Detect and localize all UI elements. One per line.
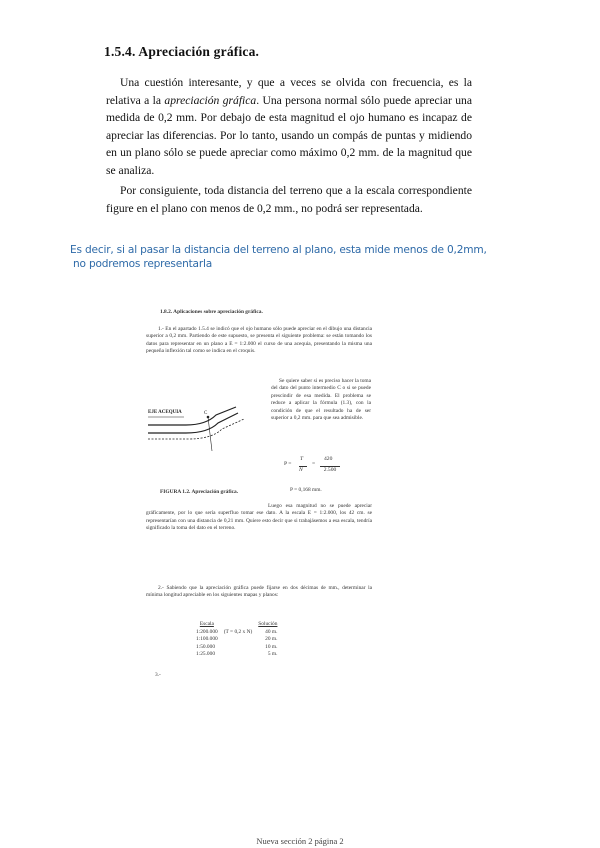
diagram-point-c: C [204,411,208,416]
note-line-1: Es decir, si al pasar la distancia del terreno al plano, esta mide menos de 0,2mm, [70,244,487,256]
table-cell: 10 m. [265,643,278,650]
paragraph-apreciacion: Una cuestión interesante, y que a veces se olvida con frecuencia, es la relativa a la apreciación gráfica. Una persona normal sólo puede apreciar una medida de 0,2 mm. Por debajo de esta magnitud el ojo humano es incapaz de apreciar las diferencias. Por lo tanto, usando un compás de puntas y midiendo en un plano sólo se puede apreciar como máximo 0,2 mm. de la magnitud que se analiza. [106,76,472,177]
figure-caption: FIGURA 1.2. Apreciación gráfica. [160,489,239,495]
note-line-2: no podremos representarla [73,258,213,270]
table-cell: 1:25.000 [196,651,216,658]
point-c-marker [207,416,210,419]
scan-item1-text: 1.- En el apartado 1.5.4 se indicó que el ojo humano sólo puede apreciar en el dibujo una distancia superior a 0,2 mm. Partiendo de este supuesto, se presenta el siguiente problema: se están tomando los datos para representar en un plano a E = 1:2.000 el curso de una acequia, presentando la misma una pequeña inflexión tal como se indica en el croquis. [146,326,372,355]
table-cell: 1:200.000 [196,629,218,635]
table-cell: 40 m. [265,629,278,635]
formula-numerator: 420 [324,456,333,462]
table-cell: (T = 0,2 x N) [223,629,253,635]
handwritten-note [70,243,490,271]
table-row [196,651,283,658]
table-cell: 1:100.000 [196,636,218,643]
table-header: Solución [258,621,278,627]
paragraph-consecuencia: Por consiguiente, toda distancia del terreno que a la escala correspondiente figure en el plano con menos de 0,2 mm., no podrá ser representada. [106,184,472,215]
section-heading: 1.5.4. Apreciación gráfica. [104,44,260,59]
offset-line [208,417,212,451]
scan-right-text: Se quiere saber si es preciso hacer la toma del dato del punto intermedio C o si se puede prescindir de esa medida. El problema se reduce a aplicar la fórmula (1.3), con la condición de que el resultado ha de ser superior a 0,2 mm. para que sea admisible. [271,378,371,422]
formula-result: P = 0,168 mm. [290,487,322,493]
table-cell [224,651,259,658]
table-row [196,629,283,636]
table-row [196,644,283,651]
scan-end-mark: 3.- [155,672,161,678]
formula-p: P = [284,461,292,467]
formula-t: T [300,456,304,462]
table-header-row [196,621,283,629]
scan-conclusion: Luego esa magnitud no se puede apreciar gráficamente, por lo que sería superfluo tomar ese dato. A la escala E = 1:2.000, los 42 cm. se representarían con una distancia de 0,21 mm. Quiere esto decir que si trabajásemos a esa escala, tendría significado la toma del dato en el terreno. [146,503,372,532]
table-cell [224,636,259,643]
scan-item2-text: 2.- Sabiendo que la apreciación gráfica puede fijarse en dos décimas de mm., determinar la mínima longitud apreciable en los siguientes mapas y planos: [146,585,372,599]
channel-edge-bottom [148,419,244,439]
formula-n: N [299,466,307,473]
diagram-label: EJE ACEQUIA [148,410,182,415]
page-footer: Nueva sección 2 página 2 [256,836,344,846]
scale-table [196,621,283,659]
table-cell: 20 m. [265,636,278,643]
formula-denominator: 2.500 [320,466,340,473]
table-row [196,636,283,643]
table-cell: 5 m. [267,651,278,658]
scan-section-title: 1.8.2. Aplicaciones sobre apreciación gráfica. [160,309,263,315]
channel-edge-middle [148,413,238,433]
formula-eq: = [312,461,316,467]
table-cell: 1:50.000 [196,643,216,650]
table-cell [224,644,259,651]
emphasis-term: apreciación gráfica [164,93,257,107]
table-header: Escala [199,621,214,627]
table-header [224,621,259,629]
acequia-diagram [146,403,268,461]
